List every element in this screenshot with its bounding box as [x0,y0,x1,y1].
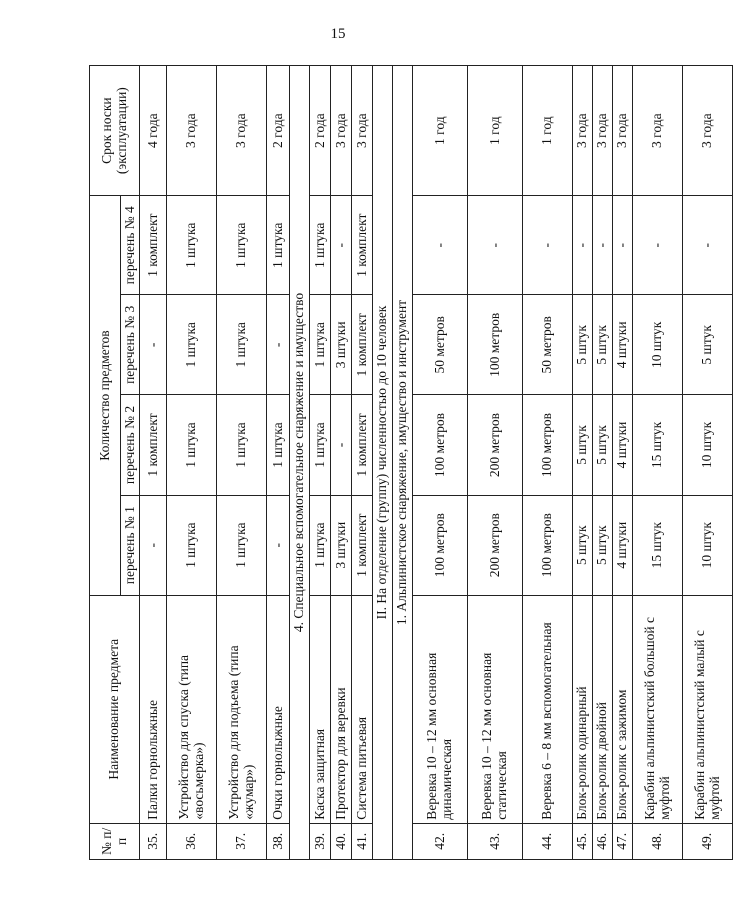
row-number: 40. [331,823,352,859]
quantity-list-1: 100 метров [523,495,573,595]
header-qty-group: Количество предметов [90,196,121,595]
item-name: Веревка 6 – 8 мм вспомогательная [523,595,573,823]
row-number: 48. [633,823,683,859]
rotated-table-container [89,65,722,860]
header-name: Наименование предмета [90,595,140,823]
quantity-list-2: 10 штук [683,395,733,495]
quantity-list-4: - [633,196,683,295]
quantity-list-3: 4 штуки [613,295,633,395]
quantity-list-2: 1 штука [267,395,290,495]
page-number: 15 [330,26,346,42]
row-number: 39. [310,823,331,859]
table-row [310,66,331,860]
quantity-list-4: - [331,196,352,295]
table-row [413,66,468,860]
quantity-list-1: 15 штук [633,495,683,595]
section-title: II. На отделение (группу) численностью до 10 человек [373,66,393,860]
quantity-list-3: 1 штука [310,295,331,395]
quantity-list-1: 10 штук [683,495,733,595]
quantity-list-3: 50 метров [413,295,468,395]
quantity-list-4: 1 штука [267,196,290,295]
table-row [331,66,352,860]
quantity-list-2: 200 метров [468,395,523,495]
quantity-list-1: - [140,495,167,595]
quantity-list-2: 15 штук [633,395,683,495]
quantity-list-1: 1 штука [310,495,331,595]
quantity-list-2: - [331,395,352,495]
quantity-list-4: 1 штука [167,196,217,295]
service-term: 3 года [593,66,613,196]
quantity-list-3: 5 штук [573,295,593,395]
row-number: 41. [352,823,373,859]
quantity-list-1: 100 метров [413,495,468,595]
table-row [140,66,167,860]
service-term: 3 года [217,66,267,196]
quantity-list-4: 1 штука [217,196,267,295]
quantity-list-2: 1 штука [167,395,217,495]
quantity-list-3: 5 штук [593,295,613,395]
header-num: № п/п [90,823,140,859]
service-term: 3 года [331,66,352,196]
quantity-list-4: - [413,196,468,295]
item-name: Палки горнолыжные [140,595,167,823]
quantity-list-4: - [523,196,573,295]
quantity-list-3: 10 штук [633,295,683,395]
quantity-list-1: 1 штука [167,495,217,595]
quantity-list-1: 200 метров [468,495,523,595]
item-name: Карабин альпинистский большой с муфтой [633,595,683,823]
quantity-list-4: 1 комплект [140,196,167,295]
table-row [217,66,267,860]
equipment-table [89,65,733,860]
quantity-list-1: 5 штук [593,495,613,595]
quantity-list-2: 1 штука [310,395,331,495]
table-row [267,66,290,860]
item-name: Устройство для подъема (типа «жумар») [217,595,267,823]
quantity-list-2: 100 метров [523,395,573,495]
section-title: 4. Специальное вспомогательное снаряжение и имущество [290,66,310,860]
quantity-list-3: - [267,295,290,395]
quantity-list-2: 1 комплект [352,395,373,495]
quantity-list-1: 3 штуки [331,495,352,595]
service-term: 3 года [633,66,683,196]
table-row [468,66,523,860]
section-row [373,66,393,860]
item-name: Карабин альпинистский малый с муфтой [683,595,733,823]
quantity-list-3: 50 метров [523,295,573,395]
row-number: 49. [683,823,733,859]
service-term: 3 года [573,66,593,196]
quantity-list-1: 1 комплект [352,495,373,595]
item-name: Блок-ролик одинарный [573,595,593,823]
quantity-list-1: 4 штуки [613,495,633,595]
quantity-list-1: 1 штука [217,495,267,595]
header-row-1 [90,66,121,860]
header-list-3: перечень № 3 [121,295,140,395]
quantity-list-2: 4 штуки [613,395,633,495]
item-name: Веревка 10 – 12 мм основная динамическая [413,595,468,823]
row-number: 35. [140,823,167,859]
quantity-list-2: 1 комплект [140,395,167,495]
table-row [633,66,683,860]
quantity-list-4: - [683,196,733,295]
quantity-list-4: - [613,196,633,295]
quantity-list-4: - [593,196,613,295]
item-name: Система питьевая [352,595,373,823]
service-term: 1 год [413,66,468,196]
item-name: Протектор для веревки [331,595,352,823]
item-name: Веревка 10 – 12 мм основная статическая [468,595,523,823]
section-title: 1. Альпинистское снаряжение, имущество и инструмент [393,66,413,860]
service-term: 1 год [468,66,523,196]
quantity-list-4: 1 штука [310,196,331,295]
table-row [352,66,373,860]
row-number: 44. [523,823,573,859]
table-row [593,66,613,860]
service-term: 3 года [352,66,373,196]
quantity-list-1: 5 штук [573,495,593,595]
service-term: 2 года [310,66,331,196]
row-number: 45. [573,823,593,859]
section-row [290,66,310,860]
service-term: 3 года [167,66,217,196]
quantity-list-3: 1 штука [167,295,217,395]
row-number: 46. [593,823,613,859]
quantity-list-3: 1 штука [217,295,267,395]
section-row [393,66,413,860]
quantity-list-2: 5 штук [573,395,593,495]
quantity-list-3: 5 штук [683,295,733,395]
service-term: 1 год [523,66,573,196]
quantity-list-4: - [573,196,593,295]
table-row [167,66,217,860]
quantity-list-3: 100 метров [468,295,523,395]
service-term: 4 года [140,66,167,196]
table-row [523,66,573,860]
service-term: 2 года [267,66,290,196]
header-term: Срок носки (эксплуатации) [90,66,140,196]
quantity-list-3: - [140,295,167,395]
header-list-2: перечень № 2 [121,395,140,495]
quantity-list-4: - [468,196,523,295]
table-row [573,66,593,860]
table-body [140,66,733,860]
table-row [613,66,633,860]
quantity-list-2: 5 штук [593,395,613,495]
item-name: Блок-ролик с зажимом [613,595,633,823]
row-number: 42. [413,823,468,859]
service-term: 3 года [683,66,733,196]
quantity-list-2: 1 штука [217,395,267,495]
header-list-1: перечень № 1 [121,495,140,595]
row-number: 38. [267,823,290,859]
quantity-list-3: 3 штуки [331,295,352,395]
quantity-list-3: 1 комплект [352,295,373,395]
row-number: 47. [613,823,633,859]
quantity-list-4: 1 комплект [352,196,373,295]
row-number: 36. [167,823,217,859]
quantity-list-1: - [267,495,290,595]
service-term: 3 года [613,66,633,196]
item-name: Очки горнолыжные [267,595,290,823]
row-number: 37. [217,823,267,859]
item-name: Блок-ролик двойной [593,595,613,823]
quantity-list-2: 100 метров [413,395,468,495]
table-row [683,66,733,860]
header-list-4: перечень № 4 [121,196,140,295]
item-name: Каска защитная [310,595,331,823]
item-name: Устройство для спуска (типа «восьмерка») [167,595,217,823]
row-number: 43. [468,823,523,859]
